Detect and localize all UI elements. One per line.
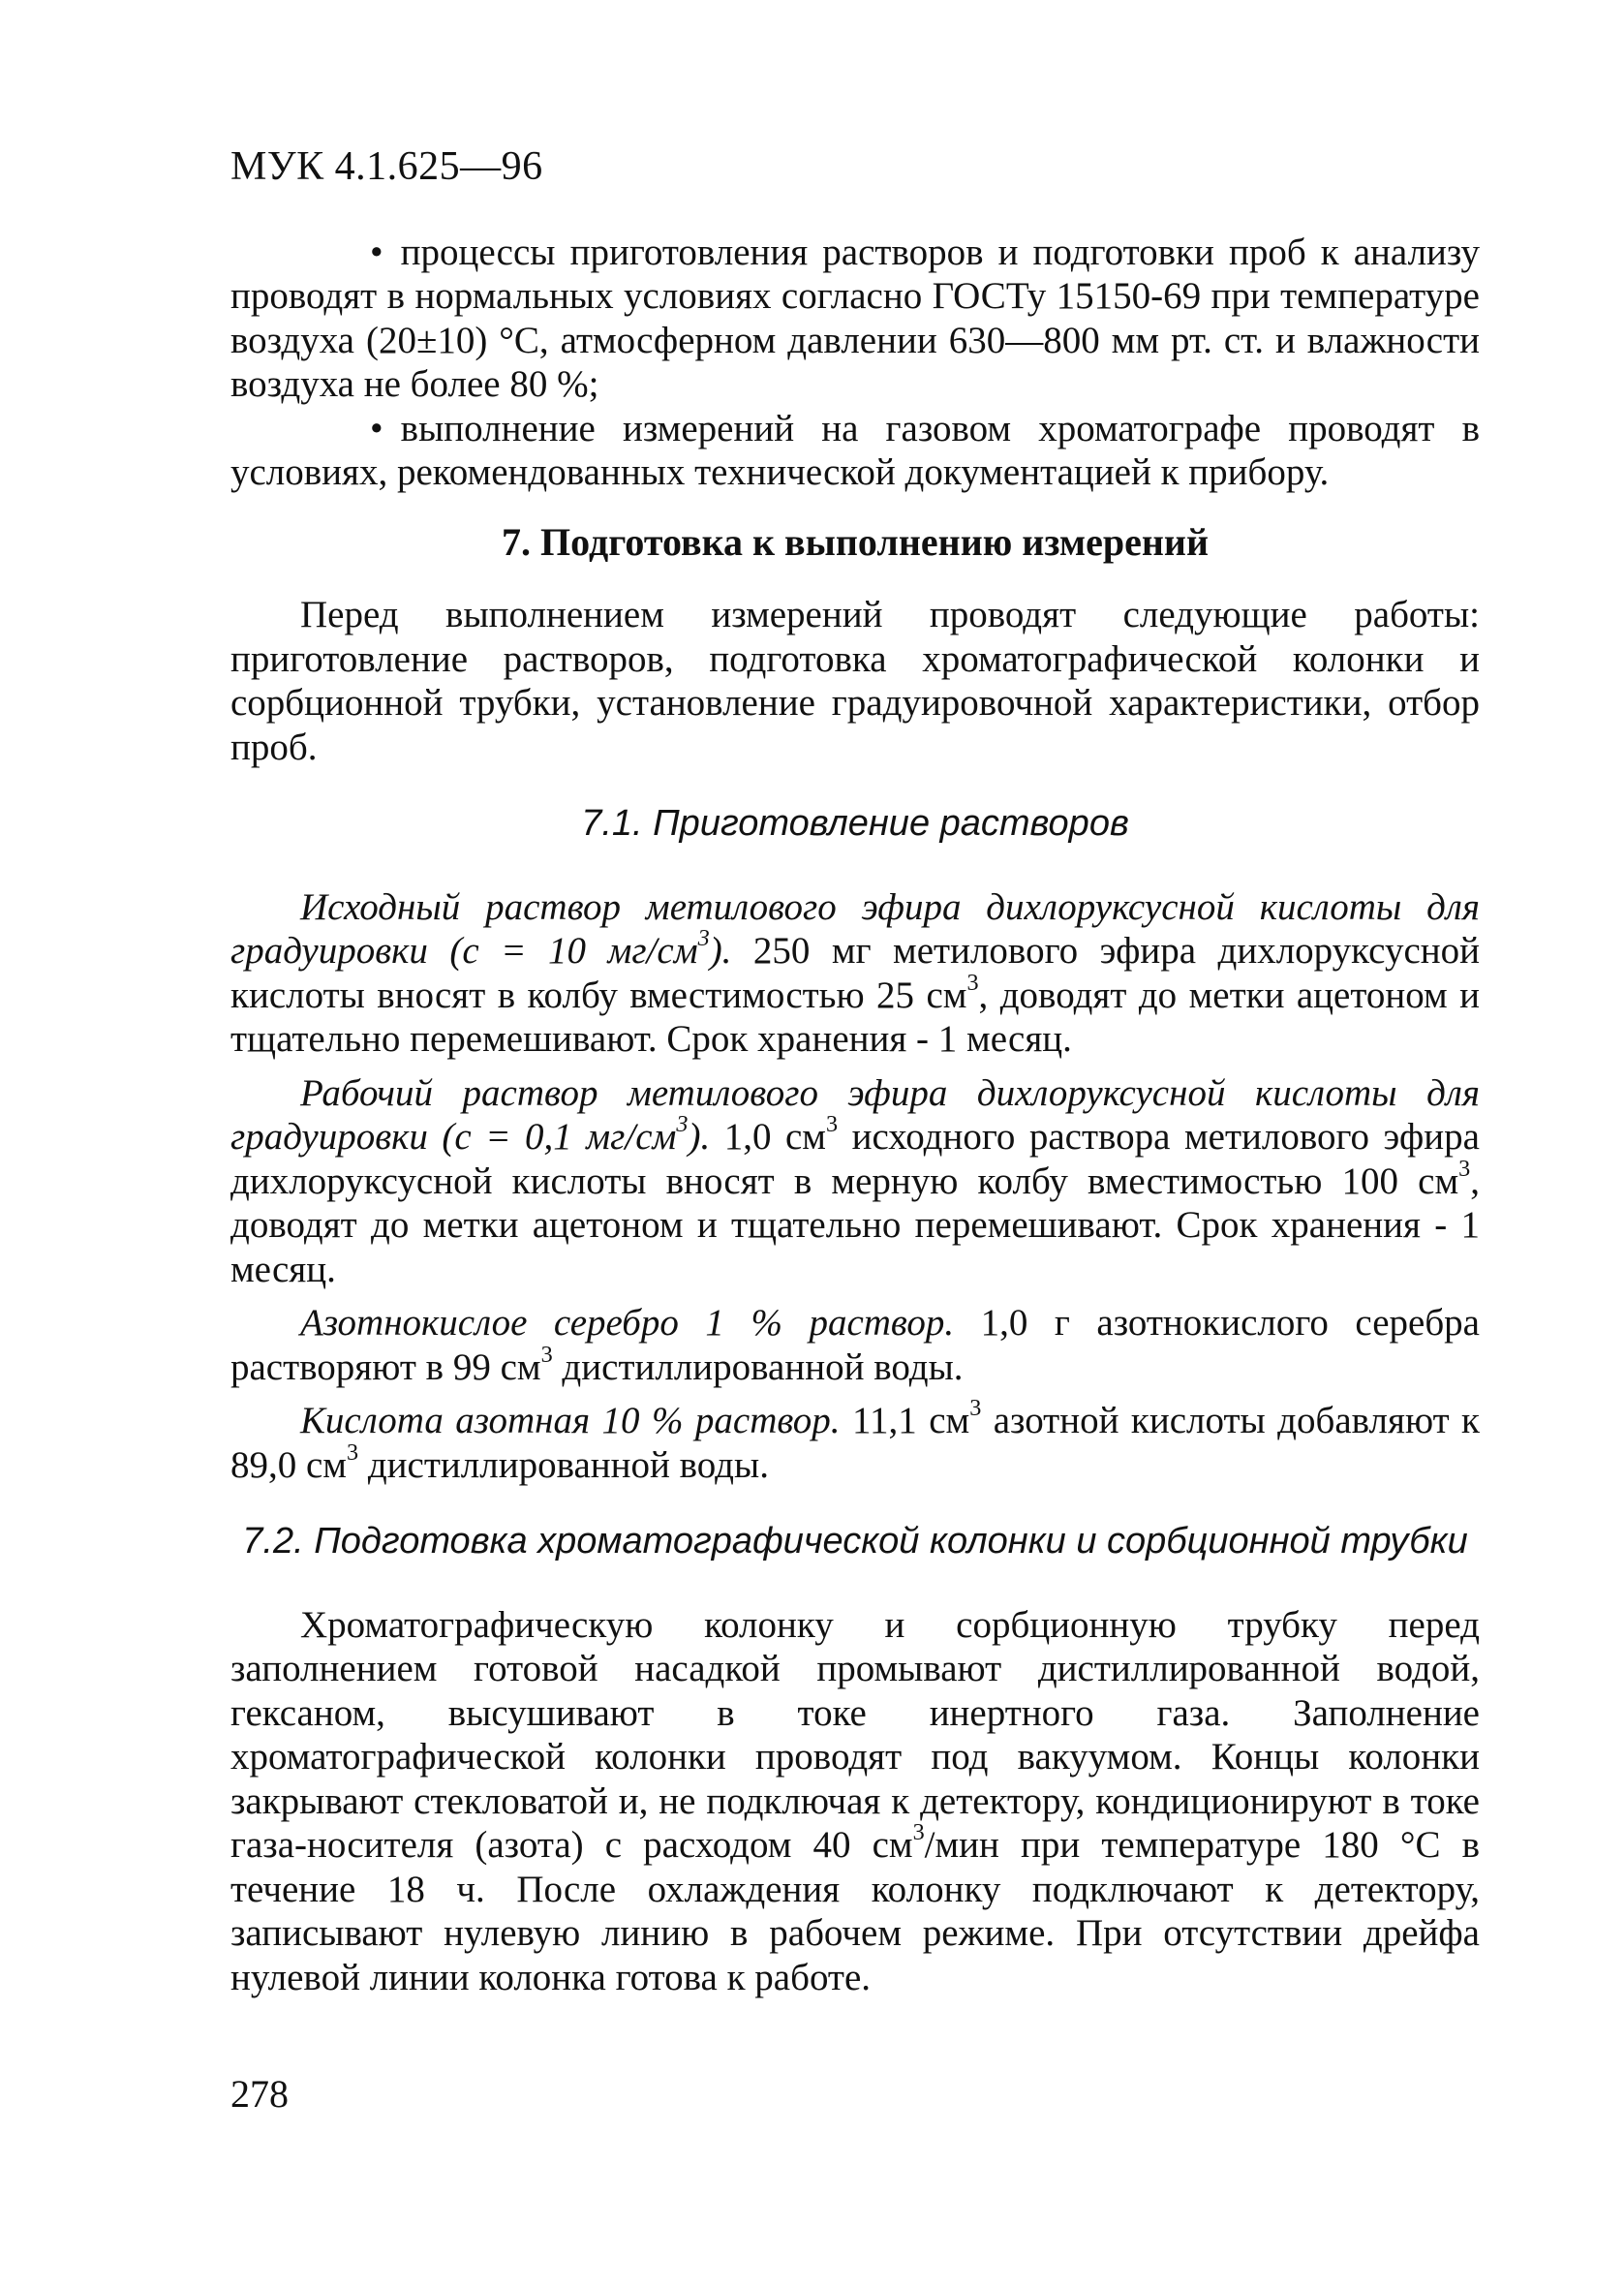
section-7-title: 7. Подготовка к выполнению измерений bbox=[502, 519, 1209, 564]
paragraph-lead: Рабочий раствор метилового эфира дихлоруксусной кислоты для градуировки (с = 0,1 $мг/см^3$). bbox=[230, 1071, 1480, 1158]
bullet-text: выполнение измерений на газовом хроматографе проводят в условиях, рекомендованных технической документацией к прибору. bbox=[230, 407, 1480, 493]
bullet-dot-icon: • bbox=[370, 407, 383, 449]
paragraph-lead: Исходный раствор метилового эфира дихлоруксусной кислоты для градуировки (с = 10 $мг/см^3$). bbox=[230, 885, 1480, 972]
bullet-item bbox=[230, 231, 1480, 407]
paragraph-silver-nitrate: Азотнокислое серебро 1 % раствор. 1,0 г азотнокислого серебра растворяют в 99 $см^3$ дистиллированной воды. bbox=[230, 1302, 1480, 1388]
paragraph-column-preparation: Хроматографическую колонку и сорбционную трубку перед заполнением готовой насадкой промывают дистиллированной водой, гексаном, высушивают в токе инертного газа. Заполнение хроматографической колонки проводят под вакуумом. Концы колонки закрывают стекловатой и, не подключая к детектору, кондиционируют в токе газа-носителя (азота) с расходом 40 $см^3$/мин при температуре 180 °С в течение 18 ч. После охлаждения колонку подключают к детектору, записывают нулевую линию в рабочем режиме. При отсутствии дрейфа нулевой линии колонка готова к работе. bbox=[230, 1603, 1480, 1998]
section-7-2-title: 7.2. Подготовка хроматографической колонки и сорбционной трубки bbox=[242, 1521, 1468, 1562]
paragraph-nitric-acid: Кислота азотная 10 % раствор. 11,1 $см^3$ азотной кислоты добавляют к 89,0 $см^3$ дистиллированной воды. bbox=[230, 1394, 1480, 1486]
paragraph-working-solution: Рабочий раствор метилового эфира дихлоруксусной кислоты для градуировки (с = 0,1 $мг/см^3$). 1,0 $см^3$ исходного раствора метилового эфира дихлоруксусной кислоты вносят в мерную колбу вместимостью 100 $см^3$, доводят до метки ацетоном и тщательно перемешивают. Срок хранения - 1 месяц. bbox=[230, 1071, 1480, 1290]
paragraph-lead: Азотнокислое серебро 1 % раствор. bbox=[300, 1302, 955, 1344]
page-number: 278 bbox=[230, 2072, 289, 2116]
bullet-dot-icon: • bbox=[370, 231, 383, 273]
bullet-text: процессы приготовления растворов и подготовки проб к анализу проводят в нормальных условиях согласно ГОСТу 15150-69 при температуре воздуха (20±10) °С, атмосферном давлении 630—800 мм рт. ст. и влажности воздуха не более 80 %; bbox=[230, 231, 1480, 405]
document-header: МУК 4.1.625—96 bbox=[230, 144, 543, 189]
paragraph-lead: Кислота азотная 10 % раствор. bbox=[300, 1400, 841, 1441]
document-page bbox=[230, 145, 1480, 1999]
bullet-item bbox=[230, 407, 1480, 495]
paragraph-stock-solution: Исходный раствор метилового эфира дихлоруксусной кислоты для градуировки (с = 10 $мг/см^3$). 250 мг метилового эфира дихлоруксусной кислоты вносят в колбу вместимостью 25 $см^3$, доводят до метки ацетоном и тщательно перемешивают. Срок хранения - 1 месяц. bbox=[230, 885, 1480, 1060]
section-7-intro: Перед выполнением измерений проводят следующие работы: приготовление растворов, подготовка хроматографической колонки и сорбционной трубки, установление градуировочной характеристики, отбор проб. bbox=[230, 594, 1480, 768]
section-7-1-title: 7.1. Приготовление растворов bbox=[581, 803, 1129, 844]
